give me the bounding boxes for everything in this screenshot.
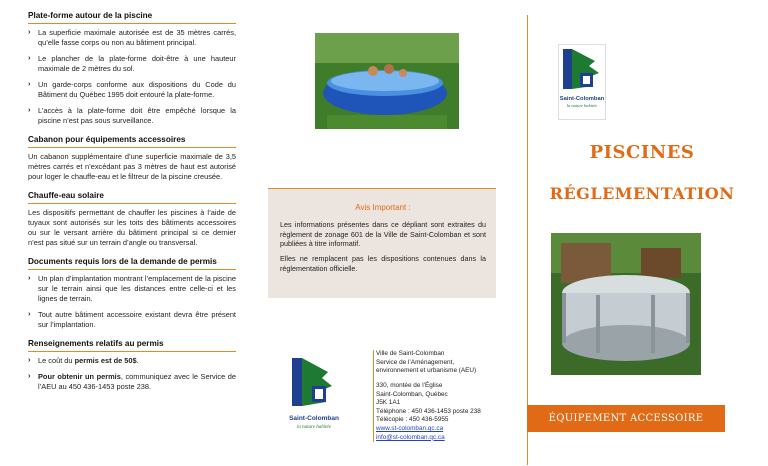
address-line: Saint-Colomban, Québec <box>376 390 448 398</box>
text-run: . <box>136 356 139 365</box>
section-permit-info <box>28 338 236 392</box>
permit-cost: permis est de 50$ <box>74 356 137 365</box>
notice-paragraph: Les informations présentes dans ce dépliant sont extraites du règlement de zonage 601 de la Ville de Saint-Colomban et sont publiées à titre informatif. <box>280 219 486 249</box>
website-link[interactable]: www.st-colomban.qc.ca <box>376 425 444 433</box>
section-title: Cabanon pour équipements accessoires <box>28 134 236 148</box>
notice-paragraph: Elles ne remplacent pas les dispositions contenues dans la réglementation officielle. <box>280 253 486 273</box>
list-item: › Un plan d’implantation montrant l’emplacement de la piscine sur le terrain ainsi que les distances entre celle-ci et les lignes de terrain. <box>28 274 236 304</box>
logo-tagline: la nature habitée <box>297 425 331 430</box>
section-platform <box>28 10 236 126</box>
list-item <box>28 356 236 366</box>
section-title: Chauffe-eau solaire <box>28 190 236 204</box>
inflatable-pool-photo <box>315 33 459 129</box>
list-item: › Tout autre bâtiment accessoire existant devra être présent sur l’implantation. <box>28 310 236 330</box>
bullet-list <box>28 356 236 392</box>
section-solar-heater <box>28 190 236 248</box>
section-title: Documents requis lors de la demande de permis <box>28 256 236 270</box>
text-run: Le coût du <box>38 356 75 365</box>
section-documents <box>28 256 236 330</box>
cover-title: PISCINES <box>589 142 695 163</box>
section-title: Plate-forme autour de la piscine <box>28 10 236 24</box>
city-logo-small <box>288 352 340 442</box>
important-notice <box>268 188 496 298</box>
address-line: 330, montée de l’Église <box>376 381 443 389</box>
list-item: › La superficie maximale autorisée est de 35 mètres carrés, qu’elle fasse corps ou non au bâtiment principal. <box>28 28 236 48</box>
list-item: › Un garde-corps conforme aux dispositions du Code du Bâtiment du Québec 1995 doit entouré la plate-forme. <box>28 80 236 100</box>
logo-name: Saint-Colomban <box>559 96 605 102</box>
section-text: Un cabanon supplémentaire d’une superficie maximale de 3,5 mètres carrés et n’excédant pas 3 mètres de haut est autorisé pour loger le chauffe-eau et le filtreur de la piscine creusée. <box>28 152 236 181</box>
above-ground-pool-photo <box>551 233 701 375</box>
email-link[interactable]: info@st-colomban.qc.ca <box>376 433 445 441</box>
address-line: Ville de Saint-Colomban <box>376 350 445 357</box>
logo-name: Saint-Colomban <box>289 415 339 422</box>
address-line: J5K 1A1 <box>376 399 401 407</box>
left-panel <box>28 10 236 400</box>
address-line: Service de l’Aménagement, <box>376 358 455 366</box>
permit-heading: Pour obtenir un permis <box>38 371 121 381</box>
cover-subtitle: RÉGLEMENTATION <box>549 184 735 203</box>
fax-line: Télécopie : 450 436-5955 <box>376 416 449 424</box>
list-item <box>28 372 236 392</box>
section-shed <box>28 134 236 182</box>
logo-tagline: la nature habitée <box>566 103 598 108</box>
category-band: ÉQUIPEMENT ACCESSOIRE <box>527 405 725 432</box>
text-run: , communiquez avec le Service de l’AEU au 450 436-1453 poste 238. <box>38 371 236 391</box>
list-item: › Le plancher de la plate-forme doit-être à une hauteur maximale de 2 mètres du sol. <box>28 54 236 74</box>
city-logo <box>558 44 606 120</box>
phone-line: Téléphone : 450 436-1453 poste 238 <box>376 407 481 415</box>
bullet-list <box>28 274 236 330</box>
bullet-list <box>28 28 236 126</box>
notice-title: Avis Important : <box>355 203 411 212</box>
section-text: Les dispositifs permettant de chauffer les piscines à l’aide de tuyaux sont autorisés sur les toits des bâtiments accessoires ou sur le versant arrière du bâtiment principal si ce dernier n’est pas situé sur un terrain d’angle ou transversal. <box>28 208 236 247</box>
list-item: › L’accès à la plate-forme doit être empêché lorsque la piscine n’est pas sous surveillance. <box>28 106 236 126</box>
contact-address <box>373 350 498 442</box>
section-title: Renseignements relatifs au permis <box>28 338 236 352</box>
address-line: environnement et urbanisme (AEU) <box>376 367 477 375</box>
